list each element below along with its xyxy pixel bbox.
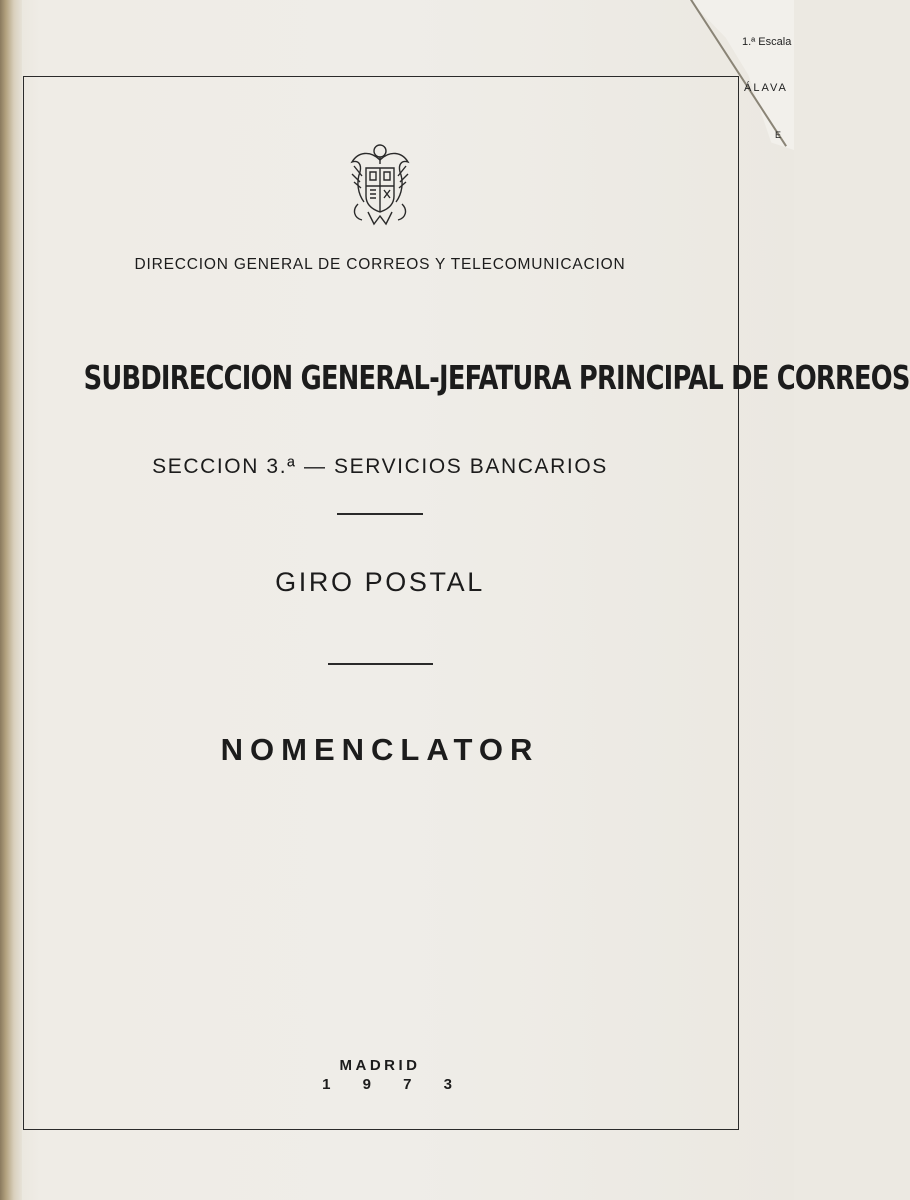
document-title: NOMENCLATOR — [220, 732, 540, 767]
coat-of-arms-icon — [348, 142, 412, 226]
subdirection-heading: SUBDIRECCION GENERAL-JEFATURA PRINCIPAL DE CORREOS — [83, 358, 910, 397]
subject-heading: GIRO POSTAL — [275, 567, 485, 597]
direction-heading: DIRECCION GENERAL DE CORREOS Y TELECOMUNICACION — [134, 256, 626, 273]
publication-year: 1 9 7 3 — [322, 1076, 466, 1093]
corner-note-line1: 1.ª Escala — [742, 36, 792, 48]
divider-rule — [328, 663, 433, 665]
corner-note-line2: ÁLAVA — [744, 82, 788, 94]
section-heading: SECCION 3.ª — SERVICIOS BANCARIOS — [152, 455, 608, 478]
publication-city: MADRID — [339, 1057, 421, 1074]
corner-note-line3: E — [775, 130, 782, 140]
divider-rule — [337, 513, 423, 515]
worn-spine-edge — [0, 0, 22, 1200]
